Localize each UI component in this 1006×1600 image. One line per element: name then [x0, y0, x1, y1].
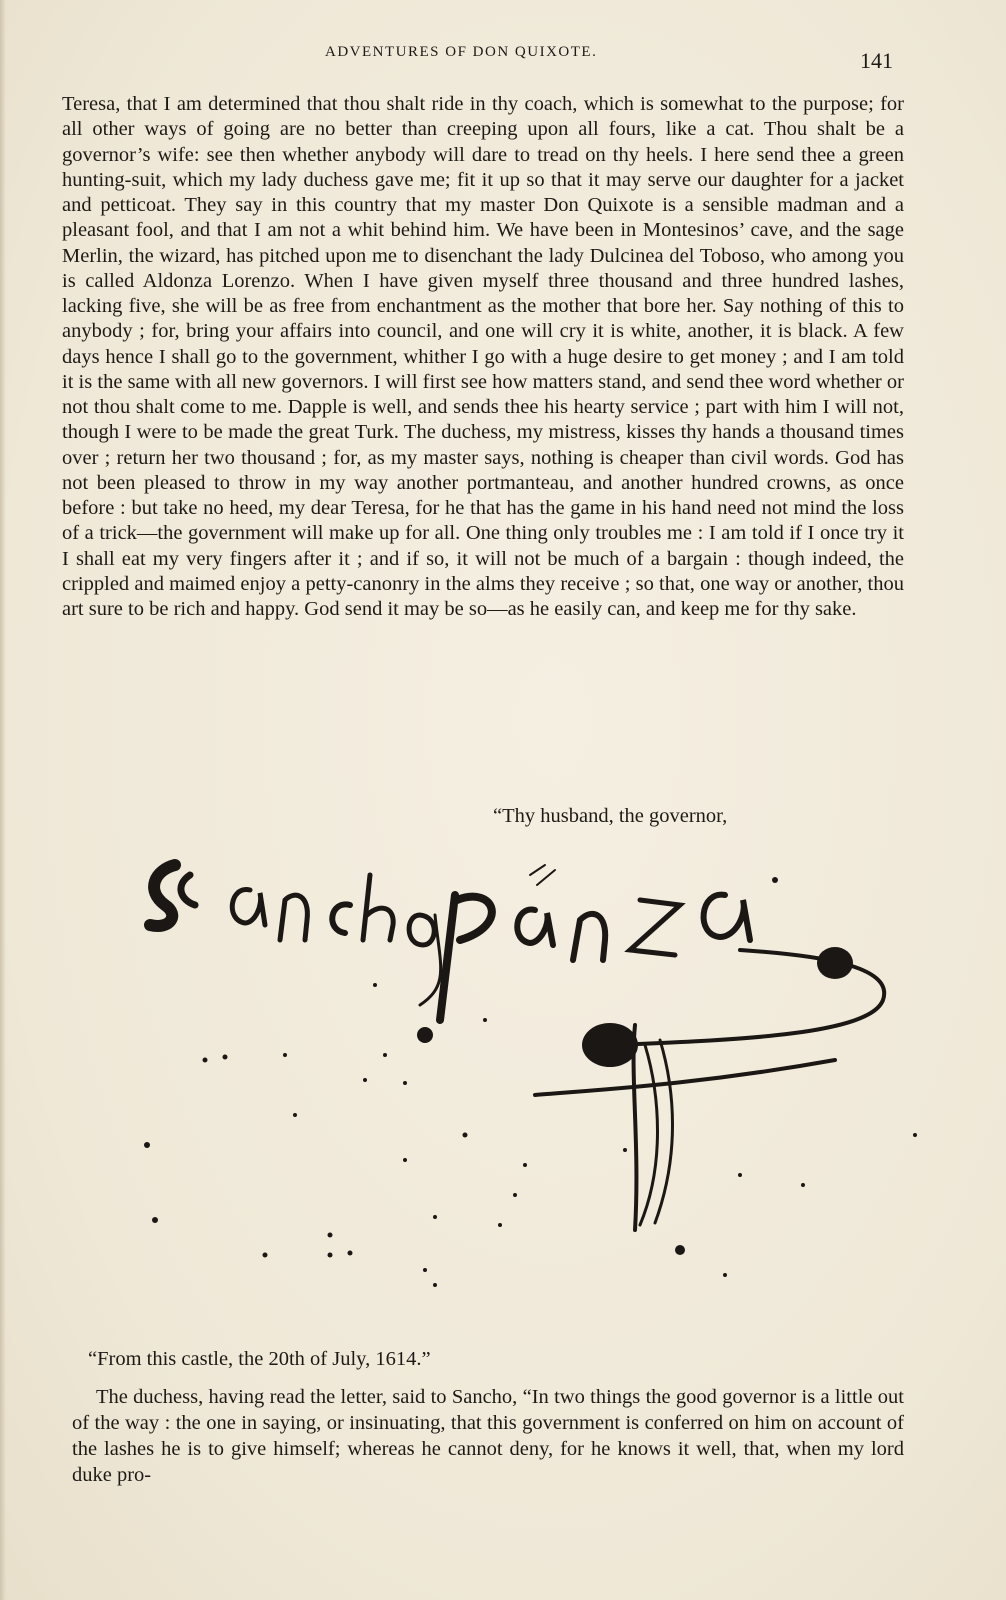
- running-head: [0, 44, 1006, 74]
- running-title: ADVENTURES OF DON QUIXOTE.: [325, 44, 598, 60]
- letter-signoff: “Thy husband, the governor,: [493, 805, 728, 827]
- letter-body: [62, 92, 904, 622]
- letter-date-line: “From this castle, the 20th of July, 1614.”: [88, 1348, 431, 1370]
- letter-paragraph: Teresa, that I am determined that thou shalt ride in thy coach, which is somewhat to the purpose; for all other ways of going are no better than creeping upon all fours, like a cat. Thou shalt be a governor’s wife: see then whether anybody will dare to tread on thy heels. I here send thee a green hunting-suit, which my lady duchess gave me; fit it up so that it may serve our daughter for a jacket and petticoat. They say in this country that my master Don Quixote is a sensible madman and a pleasant fool, and that I am not a whit behind him. We have been in Montesinos’ cave, and the sage Merlin, the wizard, has pitched upon me to disenchant the lady Dulcinea del Toboso, who among you is called Aldonza Lorenzo. When I have given myself three thousand and three hundred lashes, lacking five, she will be as free from enchantment as the mother that bore her. Say nothing of this to anybody ; for, bring your affairs into council, and one will cry it is white, another, it is black. A few days hence I shall go to the government, whither I go with a huge desire to get money ; and I am told it is the same with all new governors. I will first see how matters stand, and send thee word whether or not thou shalt come to me. Dapple is well, and sends thee his hearty service ; part with him I will not, though I were to be made the great Turk. The duchess, my mistress, kisses thy hands a thousand times over ; return her two thousand ; for, as my master says, nothing is cheaper than civil words. God has not been pleased to throw in my way another portmanteau, and another hundred crowns, as once before : but take no heed, my dear Teresa, for he that has the game in his hand need not mind the loss of a trick—the government will make up for all. One thing only troubles me : I am told if I once try it I shall eat my very fingers after it ; and if so, it will not be much of a bargain : though indeed, the crippled and maimed enjoy a petty-canonry in the alms they receive ; so that, one way or another, thou art sure to be rich and happy. God send it may be so—as he easily can, and keep me for thy sake.: [62, 93, 904, 620]
- sancho-panza-signature: [135, 845, 925, 1330]
- continuation-text: [72, 1384, 904, 1488]
- page-number: 141: [860, 48, 893, 73]
- continuation-paragraph: The duchess, having read the letter, said to Sancho, “In two things the good governor is a little out of the way : the one in saying, or insinuating, that this government is conferred on him on account of the lashes he is to give himself; whereas he cannot deny, for he knows it well, that, when my lord duke pro-: [72, 1386, 904, 1486]
